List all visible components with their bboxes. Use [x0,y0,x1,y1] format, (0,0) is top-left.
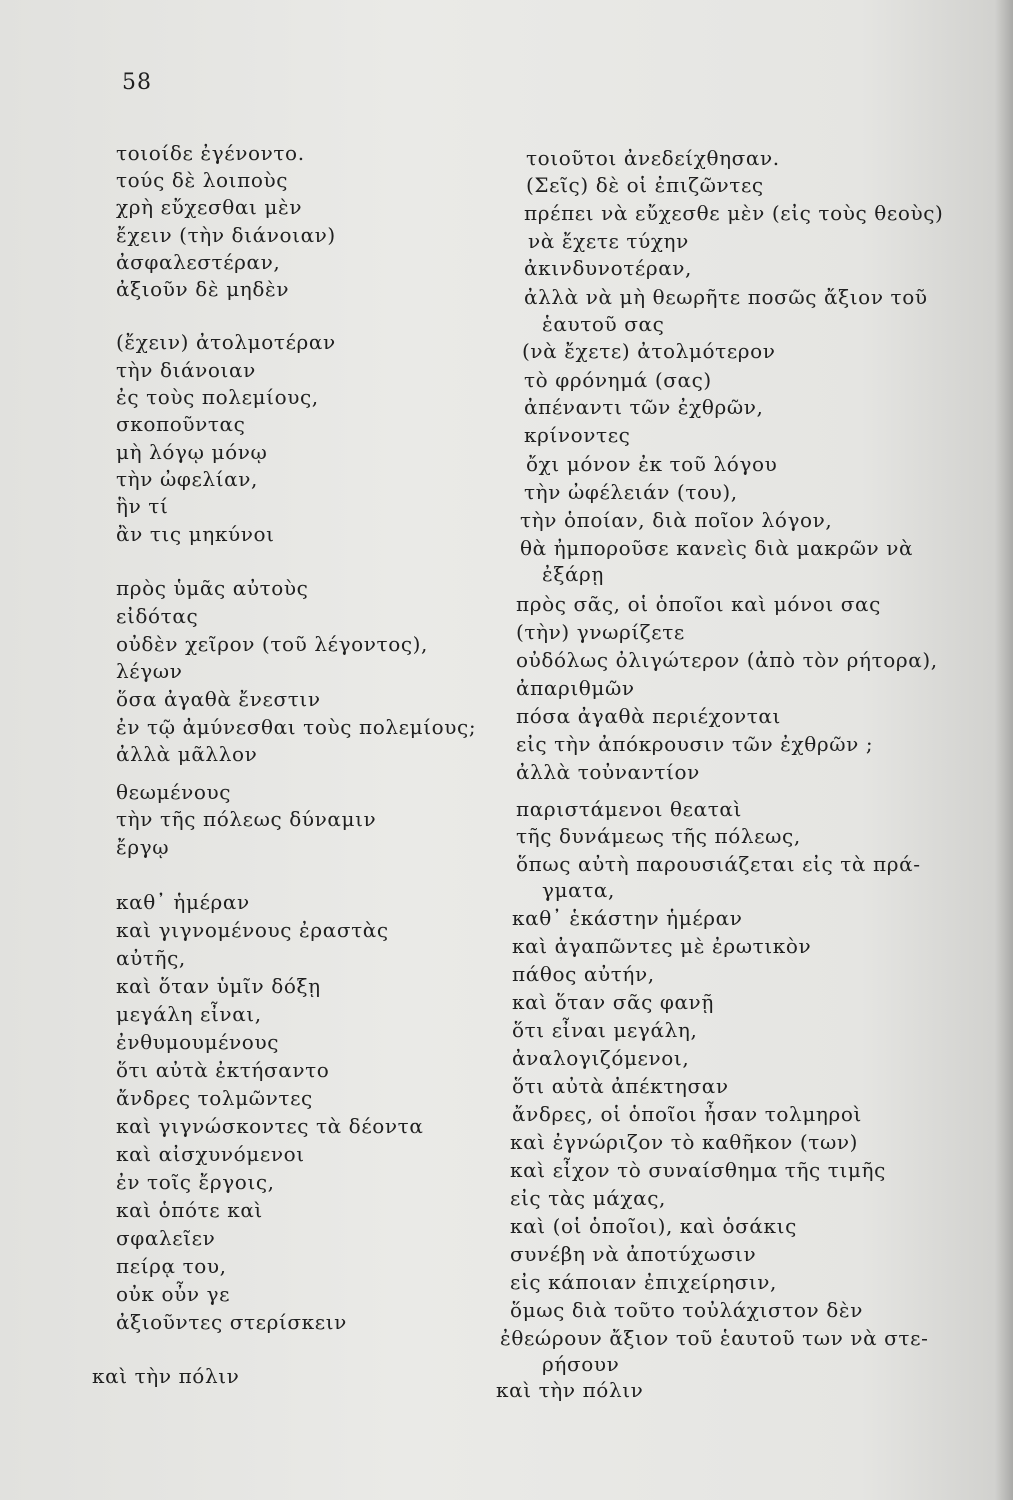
text-line: καὶ τὴν πόλιν [496,1378,644,1402]
text-line: πρὸς σᾶς, οἱ ὁποῖοι καὶ μόνοι σας [516,592,881,616]
text-line: ὅτι εἶναι μεγάλη, [512,1018,698,1042]
text-line: ὅτι αὐτὰ ἐκτήσαντο [116,1058,330,1082]
text-line: καὶ ὁπότε καὶ [116,1198,263,1222]
text-line: (νὰ ἔχετε) ἀτολμότερον [522,339,776,363]
text-line: εἰδότας [116,604,199,628]
text-line: τὴν ὠφελίαν, [116,467,258,491]
text-line: αὐτῆς, [116,946,186,970]
text-line: ἐνθυμουμένους [116,1030,280,1054]
text-line: ἀλλὰ τοὐναντίον [516,760,700,784]
text-line: καὶ (οἱ ὁποῖοι), καὶ ὁσάκις [510,1214,797,1238]
text-line: καὶ γιγνομένους ἐραστὰς [116,918,389,942]
text-line: ἀπαριθμῶν [516,676,635,700]
text-line: εἰς τὰς μάχας, [510,1186,666,1210]
text-line: ἣν τί [116,494,169,518]
text-line: τοιοίδε ἐγένοντο. [116,141,305,165]
text-line: ἐς τοὺς πολεμίους, [116,385,319,409]
text-line: ἀλλὰ μᾶλλον [116,742,258,766]
text-line: εἰς τὴν ἀπόκρουσιν τῶν ἐχθρῶν ; [516,732,874,756]
text-line: πρέπει νὰ εὔχεσθε μὲν (εἰς τοὺς θεοὺς) [524,201,944,225]
text-line: ἀκινδυνοτέραν, [524,256,693,280]
page-number: 58 [122,70,152,95]
text-line: ἀξιοῦντες στερίσκειν [116,1310,347,1334]
text-line: καὶ ὅταν ὑμῖν δόξῃ [116,974,321,998]
text-line: οὐδόλως ὀλιγώτερον (ἀπὸ τὸν ρήτορα), [516,648,938,672]
text-line: καὶ τὴν πόλιν [92,1364,240,1388]
text-line: ἂν τις μηκύνοι [116,522,275,546]
text-line: γματα, [542,878,615,902]
text-line: ἀναλογιζόμενοι, [512,1046,690,1070]
text-line: καὶ ἐγνώριζον τὸ καθῆκον (των) [510,1130,859,1154]
text-line: καὶ ἀγαπῶντες μὲ ἐρωτικὸν [512,934,812,958]
text-line: καὶ αἰσχυνόμενοι [116,1142,305,1166]
text-line: ἀλλὰ νὰ μὴ θεωρῆτε ποσῶς ἄξιον τοῦ [524,285,928,309]
text-line: οὐδὲν χεῖρον (τοῦ λέγοντος), [116,632,429,656]
text-line: χρὴ εὔχεσθαι μὲν [116,195,303,219]
text-line: καὶ ὅταν σᾶς φανῇ [512,990,714,1014]
text-line: καθ᾽ ἑκάστην ἡμέραν [512,906,743,930]
text-line: τὴν ὁποίαν, διὰ ποῖον λόγον, [520,508,833,532]
text-line: μεγάλη εἶναι, [116,1002,262,1026]
text-line: ἐθεώρουν ἄξιον τοῦ ἑαυτοῦ των νὰ στε- [500,1326,929,1350]
text-line: ἀξιοῦν δὲ μηδὲν [116,277,290,301]
text-line: ἀπέναντι τῶν ἐχθρῶν, [524,395,764,419]
text-line: ὄχι μόνον ἐκ τοῦ λόγου [526,452,778,476]
text-line: ἄνδρες τολμῶντες [116,1086,313,1110]
text-line: ὅμως διὰ τοῦτο τοὐλάχιστον δὲν [510,1298,863,1322]
text-line: τὸ φρόνημά (σας) [524,368,712,392]
text-line: παριστάμενοι θεαταὶ [516,797,742,821]
text-line: (ἔχειν) ἀτολμοτέραν [116,330,336,354]
text-line: κρίνοντες [524,423,631,447]
text-line: τὴν διάνοιαν [116,358,256,382]
text-line: ὅτι αὐτὰ ἀπέκτησαν [512,1074,729,1098]
text-line: πάθος αὐτήν, [512,962,655,986]
text-line: νὰ ἔχετε τύχην [528,229,689,253]
page-edge-shadow [995,0,1013,1500]
text-line: πρὸς ὑμᾶς αὐτοὺς [116,576,309,600]
text-line: συνέβη νὰ ἀποτύχωσιν [510,1242,757,1266]
text-line: ἄνδρες, οἱ ὁποῖοι ἦσαν τολμηροὶ [512,1102,862,1126]
text-line: ἔργῳ [116,835,170,859]
text-line: εἰς κάποιαν ἐπιχείρησιν, [510,1270,778,1294]
text-line: ἐν τοῖς ἔργοις, [116,1170,275,1194]
text-line: ἑαυτοῦ σας [542,312,665,336]
text-line: τὴν τῆς πόλεως δύναμιν [116,807,377,831]
text-line: τὴν ὠφέλειάν (του), [524,480,738,504]
text-line: ἐξάρῃ [542,562,604,586]
text-line: οὐκ οὖν γε [116,1282,231,1306]
text-line: θὰ ἠμποροῦσε κανεὶς διὰ μακρῶν νὰ [520,536,914,560]
text-line: ἀσφαλεστέραν, [116,250,281,274]
text-line: ὅπως αὐτὴ παρουσιάζεται εἰς τὰ πρά- [516,852,921,876]
text-line: ὅσα ἀγαθὰ ἔνεστιν [116,687,321,711]
text-line: πόσα ἀγαθὰ περιέχονται [516,704,781,728]
text-line: θεωμένους [116,780,232,804]
text-line: τούς δὲ λοιποὺς [116,168,289,192]
text-line: ἐν τῷ ἀμύνεσθαι τοὺς πολεμίους; [116,715,477,739]
text-line: (τὴν) γνωρίζετε [516,620,685,644]
text-line: ἔχειν (τὴν διάνοιαν) [116,223,336,247]
text-line: τῆς δυνάμεως τῆς πόλεως, [516,824,801,848]
text-line: (Σεῖς) δὲ οἱ ἐπιζῶντες [526,173,764,197]
text-line: σκοποῦντας [116,412,246,436]
text-line: πείρᾳ του, [116,1254,227,1278]
text-line: μὴ λόγῳ μόνῳ [116,440,268,464]
text-line: καὶ γιγνώσκοντες τὰ δέοντα [116,1114,424,1138]
text-line: σφαλεῖεν [116,1226,216,1250]
text-line: λέγων [116,659,183,683]
text-line: ρήσουν [542,1352,620,1376]
text-line: καθ᾽ ἡμέραν [116,890,250,914]
text-line: καὶ εἶχον τὸ συναίσθημα τῆς τιμῆς [510,1158,886,1182]
text-line: τοιοῦτοι ἀνεδείχθησαν. [526,146,780,170]
